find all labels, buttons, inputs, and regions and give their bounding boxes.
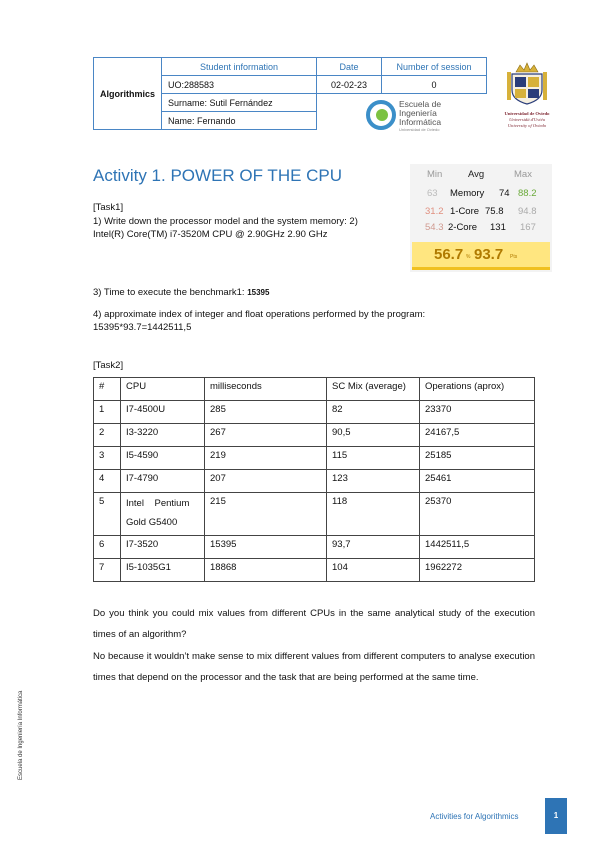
widget-r2-label: 1-Core [450,206,480,217]
widget-r1-min: 63 [427,188,438,199]
table-header-cell: Operations (aprox) [420,378,535,401]
table-cell: 115 [327,447,420,470]
table-cell: I5-1035G1 [121,559,205,582]
table-header-cell: # [94,378,121,401]
task1-q3-line [93,287,269,299]
table-cell: 15395 [205,536,327,559]
uniovi-seal-icon [506,62,548,106]
escuela-line1: Escuela de [399,99,442,109]
escuela-ring-icon [366,100,396,130]
question-text: Do you think you could mix values from different CPUs in the same analytical study of the execution times of an algorithm? [93,608,535,640]
widget-r2-min: 31.2 [425,206,444,217]
widget-r3-max: 167 [520,222,536,233]
widget-avg-header: Avg [468,169,485,180]
widget-row-1core [410,206,552,220]
task1-a4: 15395*93.7=1442511,5 [93,322,192,333]
table-cell: 219 [205,447,327,470]
table-cell: I7-3520 [121,536,205,559]
page-title: Activity 1. POWER OF THE CPU [93,166,343,185]
escuela-logo [366,99,442,134]
uniovi-line1: Universidad de Oviedo [504,111,550,116]
widget-r1-max: 88.2 [518,188,537,199]
course-name: Algorithmics [94,58,162,130]
widget-r2-avg: 75.8 [485,206,504,217]
widget-r2-max: 94.8 [518,206,537,217]
table-cell: 118 [327,493,420,536]
table-row [94,559,535,582]
page-number: 1 [545,798,567,834]
table-row [94,401,535,424]
side-school-text: Escuela de Ingeniería Informática [18,690,24,780]
table-row [94,447,535,470]
table-row [94,493,535,536]
table-cell: 1442511,5 [420,536,535,559]
table-cell: 82 [327,401,420,424]
table-cell: 2 [94,424,121,447]
table-cell: I5-4590 [121,447,205,470]
widget-r3-label: 2-Core [448,222,478,233]
table-cell: I3-3220 [121,424,205,447]
table-cell: 207 [205,470,327,493]
widget-r1-label: Memory [450,188,485,199]
table-cell: 6 [94,536,121,559]
answer-text: No because it wouldn’t make sense to mix different values from different computers to analyse execution times that depend on the processor and the task that are being performed at the same time. [93,651,535,683]
widget-r3-avg: 131 [490,222,506,233]
table-cell: 1 [94,401,121,424]
task2-label: [Task2] [93,360,124,371]
table-header-cell: SC Mix (average) [327,378,420,401]
widget-score2-unit: Pts [510,254,518,260]
table-row [94,424,535,447]
name-value: Name: Fernando [162,112,317,130]
table-cell: 18868 [205,559,327,582]
widget-score-box [412,242,550,270]
task1-a3: 15395 [247,288,270,297]
widget-score2: 93.7 [474,246,504,263]
uniovi-line2: Universidá d'Uviéu [509,117,545,122]
widget-min-header: Min [427,169,443,180]
date-value: 02-02-23 [317,76,382,94]
table-cell: 25185 [420,447,535,470]
task1-q1: 1) Write down the processor model and the system memory: 2) [93,216,358,227]
table-cell: 23370 [420,401,535,424]
table-cell: I7-4500U [121,401,205,424]
widget-r3-min: 54.3 [425,222,444,233]
row5-cpu-line1: Intel Pentium [126,498,190,509]
table-cell: 267 [205,424,327,447]
table-cell: 93,7 [327,536,420,559]
student-info-label: Student information [162,58,317,76]
widget-row-memory [410,188,552,202]
widget-header-row [410,169,552,183]
widget-row-2core [410,222,552,236]
surname-value: Surname: Sutil Fernández [162,94,317,112]
task1-q3: 3) Time to execute the benchmark1: [93,287,245,298]
table-cell: 90,5 [327,424,420,447]
table-cell: 25370 [420,493,535,536]
table-cell: I7-4790 [121,470,205,493]
table-cell: 1962272 [420,559,535,582]
table-cell: 123 [327,470,420,493]
table-header-row [94,378,535,401]
session-value: 0 [382,76,487,94]
escuela-line4: Universidad de Oviedo [399,127,440,132]
date-label: Date [317,58,382,76]
uniovi-logo [494,62,560,136]
table-cell: 4 [94,470,121,493]
uniovi-line3: University of Oviedo [507,123,547,128]
task1-q4: 4) approximate index of integer and float operations performed by the program: [93,309,426,320]
footer-text: Activities for Algorithmics [430,812,519,821]
table-cell: 25461 [420,470,535,493]
row5-cpu-line2: Gold G5400 [126,517,178,528]
table-header-cell: milliseconds [205,378,327,401]
table-cell: 5 [94,493,121,536]
uo-value: UO:288583 [162,76,317,94]
table-cell: 215 [205,493,327,536]
escuela-line3: Informática [399,117,442,127]
task1-a1: Intel(R) Core(TM) i7-3520M CPU @ 2.90GHz 2.90 GHz [93,229,328,240]
benchmark-widget [410,164,552,272]
widget-r1-avg: 74 [499,188,510,199]
session-label: Number of session [382,58,487,76]
table-cell: 24167,5 [420,424,535,447]
results-table [93,377,535,582]
table-row [94,470,535,493]
table-cell: 3 [94,447,121,470]
widget-score1: 56.7 [434,246,464,263]
table-header-cell: CPU [121,378,205,401]
table-row [94,536,535,559]
table-cell: 104 [327,559,420,582]
table-cell-cpu-multiline [121,493,205,536]
widget-score1-unit: % [466,254,471,260]
task1-label: [Task1] [93,202,124,213]
escuela-line2: Ingeniería [399,108,437,118]
widget-max-header: Max [514,169,532,180]
table-cell: 285 [205,401,327,424]
table-cell: 7 [94,559,121,582]
